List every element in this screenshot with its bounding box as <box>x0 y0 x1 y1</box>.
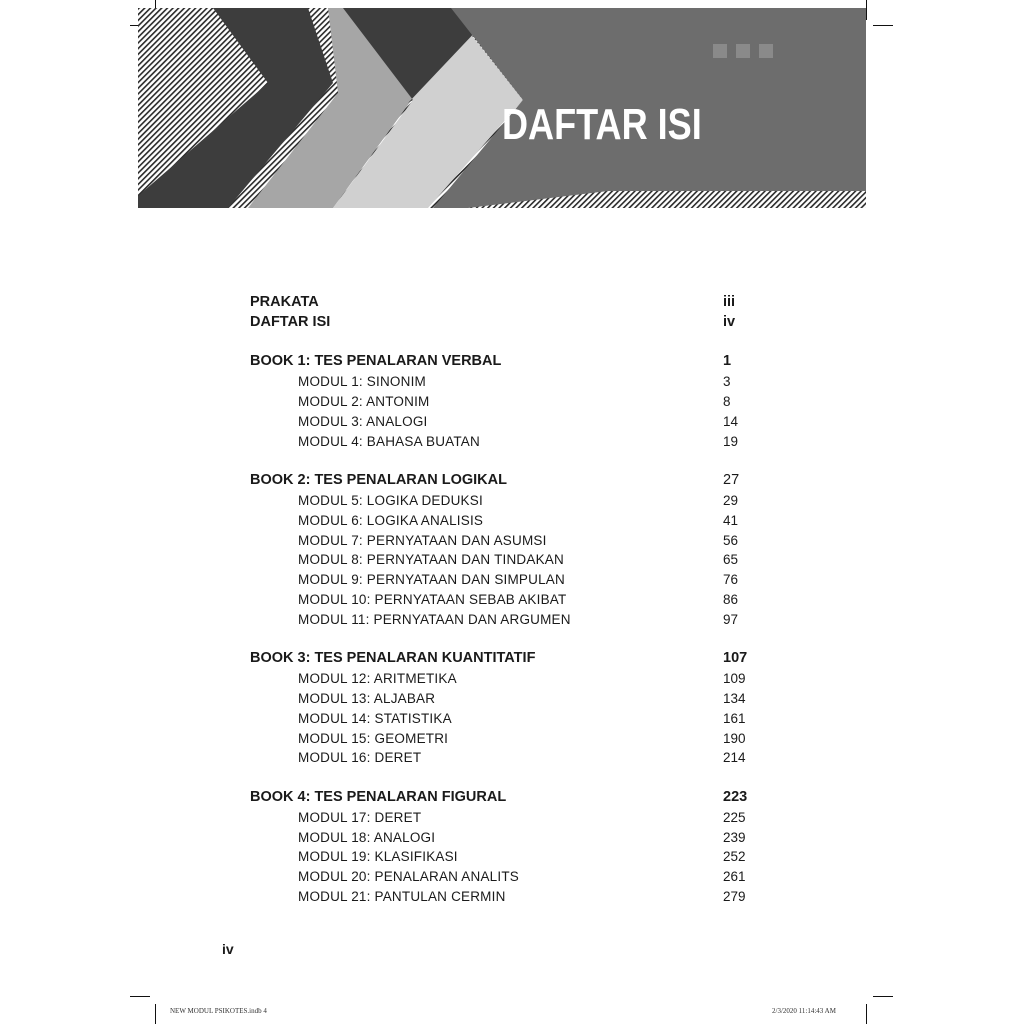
toc-module[interactable] <box>250 847 770 867</box>
toc-module[interactable] <box>250 590 770 610</box>
toc-module-label: MODUL 1: SINONIM <box>298 374 426 390</box>
toc-book-label: BOOK 1: TES PENALARAN VERBAL <box>250 353 502 370</box>
crop-mark <box>155 1004 156 1024</box>
toc-module-label: MODUL 3: ANALOGI <box>298 413 428 429</box>
toc-module-label: MODUL 11: PERNYATAAN DAN ARGUMEN <box>298 611 571 627</box>
toc-module[interactable] <box>250 531 770 551</box>
toc-module-page: 279 <box>723 888 746 904</box>
toc-module[interactable] <box>250 828 770 848</box>
toc-module-page: 225 <box>723 809 746 825</box>
toc-module-label: MODUL 5: LOGIKA DEDUKSI <box>298 492 483 508</box>
toc-module-page: 214 <box>723 750 746 766</box>
crop-mark <box>873 996 893 997</box>
toc-book-label: BOOK 4: TES PENALARAN FIGURAL <box>250 788 507 805</box>
toc-module-label: MODUL 18: ANALOGI <box>298 829 436 845</box>
toc-module-label: MODUL 17: DERET <box>298 809 422 825</box>
toc-book-page: 1 <box>723 353 732 370</box>
toc-module-page: 190 <box>723 730 746 746</box>
table-of-contents <box>250 293 770 907</box>
page-number: iv <box>222 941 234 957</box>
toc-module[interactable] <box>250 491 770 511</box>
toc-module[interactable] <box>250 748 770 768</box>
toc-book-3[interactable] <box>250 649 770 669</box>
toc-module[interactable] <box>250 511 770 531</box>
toc-module-page: 19 <box>723 433 739 449</box>
toc-module-page: 86 <box>723 591 739 607</box>
toc-module[interactable] <box>250 709 770 729</box>
toc-book-page: 27 <box>723 472 740 489</box>
toc-module-page: 56 <box>723 532 739 548</box>
toc-book-page: 223 <box>723 788 748 805</box>
toc-module-page: 261 <box>723 869 746 885</box>
toc-module-label: MODUL 7: PERNYATAAN DAN ASUMSI <box>298 532 547 548</box>
toc-module[interactable] <box>250 570 770 590</box>
toc-module[interactable] <box>250 729 770 749</box>
toc-module[interactable] <box>250 392 770 412</box>
toc-module[interactable] <box>250 372 770 392</box>
toc-module-label: MODUL 2: ANTONIM <box>298 393 430 409</box>
toc-book-page: 107 <box>723 650 748 667</box>
toc-module-page: 109 <box>723 671 746 687</box>
toc-module[interactable] <box>250 689 770 709</box>
toc-module-label: MODUL 8: PERNYATAAN DAN TINDAKAN <box>298 552 564 568</box>
page-title: DAFTAR ISI <box>502 100 702 149</box>
toc-book-1[interactable] <box>250 352 770 372</box>
toc-book-2[interactable] <box>250 471 770 491</box>
toc-entry-daftar-isi[interactable] <box>250 313 770 333</box>
print-slug-right: 2/3/2020 11:14:43 AM <box>772 1007 836 1015</box>
toc-module-page: 65 <box>723 552 739 568</box>
toc-module-page: 29 <box>723 492 739 508</box>
toc-module-label: MODUL 21: PANTULAN CERMIN <box>298 888 506 904</box>
toc-entry-label: PRAKATA <box>250 294 319 310</box>
toc-book-label: BOOK 2: TES PENALARAN LOGIKAL <box>250 472 507 489</box>
toc-book-4[interactable] <box>250 788 770 808</box>
toc-module-page: 14 <box>723 413 739 429</box>
toc-module-label: MODUL 4: BAHASA BUATAN <box>298 433 480 449</box>
toc-module-label: MODUL 13: ALJABAR <box>298 690 436 706</box>
toc-book-label: BOOK 3: TES PENALARAN KUANTITATIF <box>250 650 536 667</box>
toc-module[interactable] <box>250 412 770 432</box>
crop-mark <box>130 996 150 997</box>
toc-entry-page: iv <box>723 313 736 330</box>
toc-module[interactable] <box>250 610 770 630</box>
toc-module-page: 8 <box>723 393 731 409</box>
toc-entry-prakata[interactable] <box>250 293 770 313</box>
toc-module-page: 161 <box>723 710 746 726</box>
toc-module-page: 3 <box>723 374 731 390</box>
toc-module[interactable] <box>250 550 770 570</box>
crop-mark <box>866 0 867 20</box>
toc-module-label: MODUL 12: ARITMETIKA <box>298 671 457 687</box>
toc-module-page: 41 <box>723 512 739 528</box>
toc-entry-label: DAFTAR ISI <box>250 313 331 330</box>
toc-module-label: MODUL 10: PERNYATAAN SEBAB AKIBAT <box>298 591 567 607</box>
crop-mark <box>866 1004 867 1024</box>
toc-entry-page: iii <box>723 294 736 310</box>
toc-module-page: 239 <box>723 829 746 845</box>
toc-module-page: 76 <box>723 572 739 588</box>
toc-module[interactable] <box>250 867 770 887</box>
toc-module[interactable] <box>250 669 770 689</box>
print-slug-left: NEW MODUL PSIKOTES.indb 4 <box>170 1007 267 1015</box>
toc-module[interactable] <box>250 887 770 907</box>
crop-mark <box>873 25 893 26</box>
toc-module-label: MODUL 20: PENALARAN ANALITS <box>298 869 519 885</box>
toc-module[interactable] <box>250 432 770 452</box>
toc-module-label: MODUL 9: PERNYATAAN DAN SIMPULAN <box>298 572 565 588</box>
toc-module-page: 134 <box>723 690 746 706</box>
toc-module-label: MODUL 15: GEOMETRI <box>298 730 449 746</box>
header-banner <box>138 8 866 208</box>
toc-module[interactable] <box>250 808 770 828</box>
toc-module-label: MODUL 14: STATISTIKA <box>298 710 452 726</box>
toc-module-label: MODUL 6: LOGIKA ANALISIS <box>298 512 484 528</box>
toc-module-label: MODUL 19: KLASIFIKASI <box>298 849 458 865</box>
toc-module-label: MODUL 16: DERET <box>298 750 422 766</box>
toc-module-page: 252 <box>723 849 746 865</box>
toc-module-page: 97 <box>723 611 739 627</box>
